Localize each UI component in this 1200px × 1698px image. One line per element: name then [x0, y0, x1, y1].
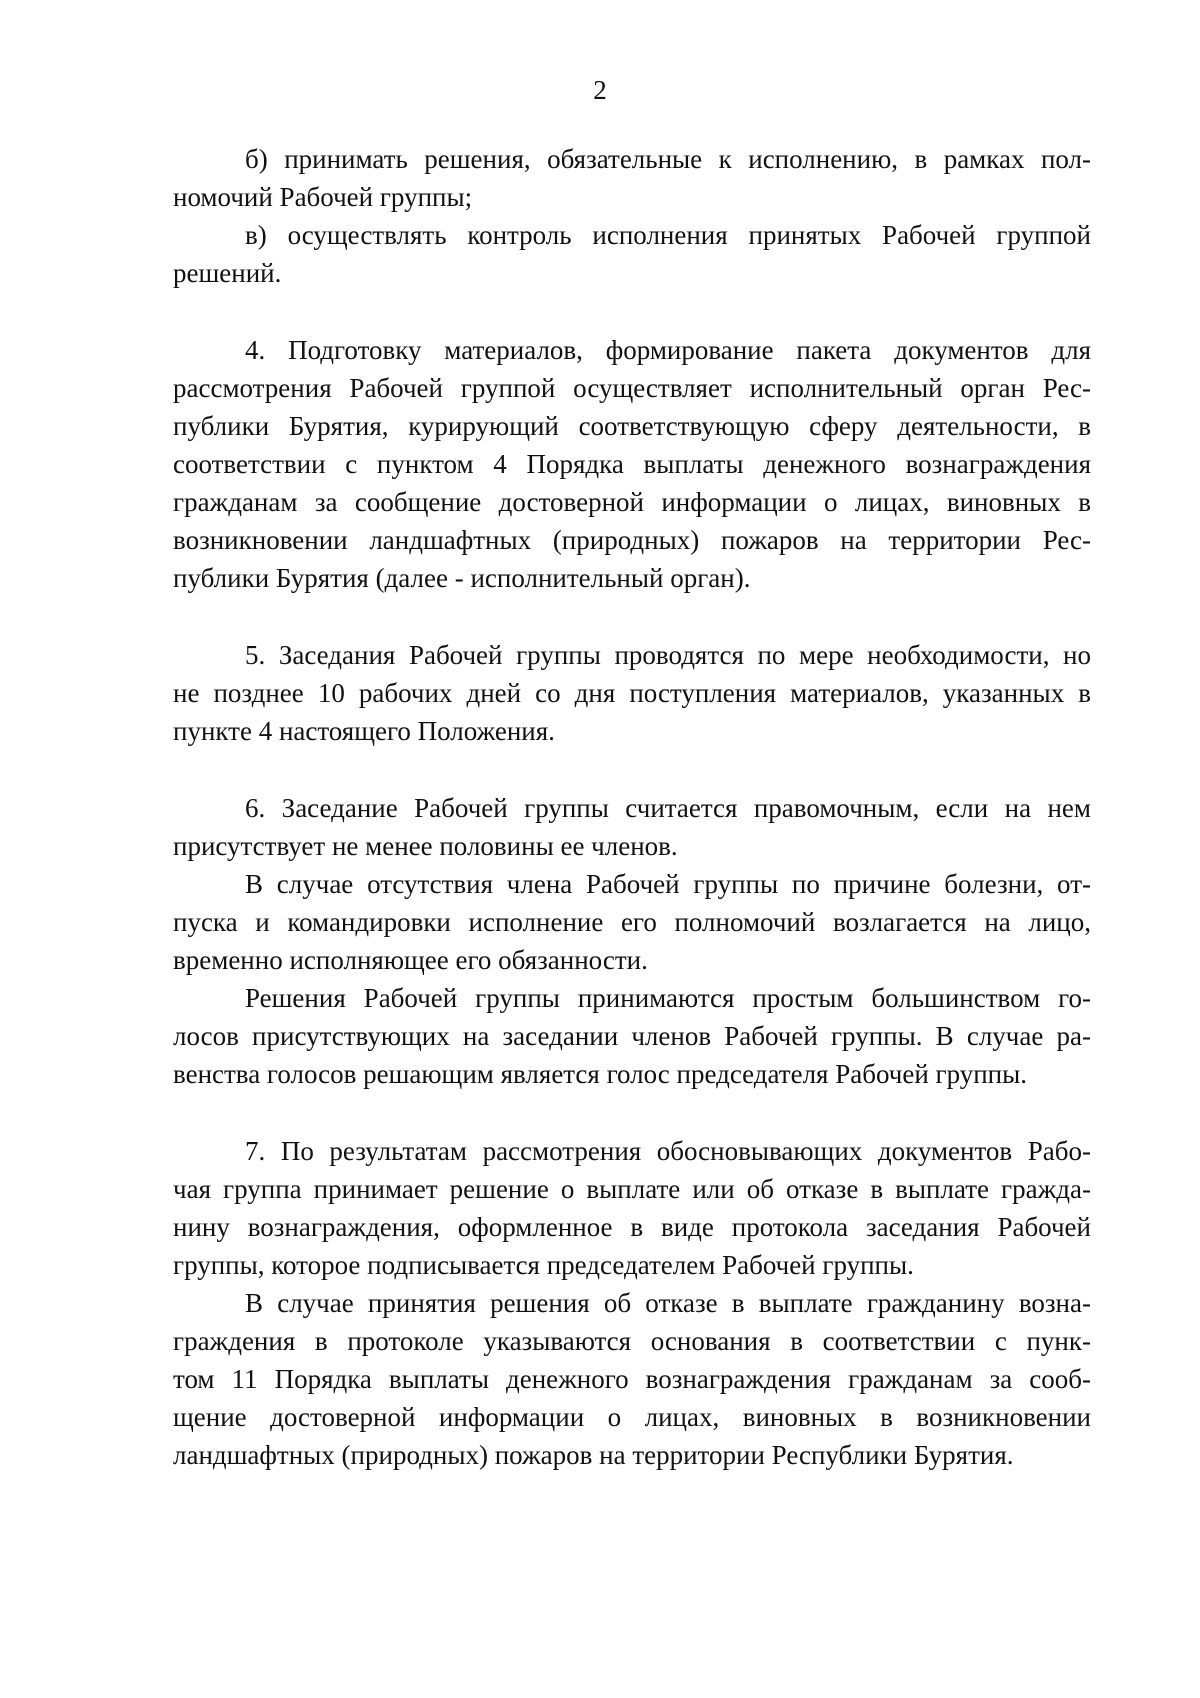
paragraph-line: лосов присутствующих на заседании членов Рабочей группы. В случае ра- [173, 1021, 1091, 1051]
paragraph-line: номочий Рабочей группы; [173, 182, 473, 212]
document-body [173, 140, 1091, 1474]
paragraph-gap [173, 750, 1091, 789]
paragraph-line: пункте 4 настоящего Положения. [173, 716, 555, 746]
paragraph-7-refusal [173, 1284, 1091, 1474]
paragraph-line: 5. Заседания Рабочей группы проводятся по мере необходимости, но [245, 640, 1091, 670]
paragraph-item-b [173, 140, 1091, 216]
paragraph-line: В случае отсутствия члена Рабочей группы по причине болезни, от- [245, 869, 1091, 899]
paragraph-line: 7. По результатам рассмотрения обосновывающих документов Рабо- [245, 1136, 1091, 1166]
paragraph-4 [173, 331, 1091, 597]
paragraph-line: граждения в протоколе указываются основания в соответствии с пунк- [173, 1326, 1091, 1356]
paragraph-5 [173, 636, 1091, 750]
paragraph-line: Решения Рабочей группы принимаются простым большинством го- [245, 983, 1091, 1013]
paragraph-line: в) осуществлять контроль исполнения принятых Рабочей группой [245, 220, 1091, 250]
paragraph-6-decisions [173, 979, 1091, 1093]
paragraph-gap [173, 597, 1091, 636]
paragraph-line: том 11 Порядка выплаты денежного вознаграждения гражданам за сооб- [173, 1364, 1091, 1394]
page-number: 2 [593, 75, 607, 105]
paragraph-line: нину вознаграждения, оформленное в виде протокола заседания Рабочей [173, 1212, 1091, 1242]
paragraph-line: соответствии с пунктом 4 Порядка выплаты денежного вознаграждения [173, 449, 1091, 479]
paragraph-6-absence [173, 865, 1091, 979]
paragraph-line: публики Бурятия (далее - исполнительный орган). [173, 563, 751, 593]
paragraph-7 [173, 1132, 1091, 1284]
paragraph-line: щение достоверной информации о лицах, виновных в возникновении [173, 1402, 1091, 1432]
paragraph-line: гражданам за сообщение достоверной информации о лицах, виновных в [173, 487, 1091, 517]
paragraph-line: присутствует не менее половины ее членов. [173, 831, 678, 861]
paragraph-line: рассмотрения Рабочей группой осуществляет исполнительный орган Рес- [173, 373, 1091, 403]
paragraph-line: возникновении ландшафтных (природных) пожаров на территории Рес- [173, 525, 1091, 555]
paragraph-line: б) принимать решения, обязательные к исполнению, в рамках пол- [245, 144, 1091, 174]
paragraph-line: пуска и командировки исполнение его полномочий возлагается на лицо, [173, 907, 1091, 937]
paragraph-line: 6. Заседание Рабочей группы считается правомочным, если на нем [245, 793, 1091, 823]
paragraph-gap [173, 292, 1091, 331]
paragraph-line: В случае принятия решения об отказе в выплате гражданину возна- [245, 1288, 1091, 1318]
paragraph-line: решений. [173, 258, 282, 288]
paragraph-line: группы, которое подписывается председателем Рабочей группы. [173, 1250, 914, 1280]
paragraph-6 [173, 789, 1091, 865]
paragraph-line: венства голосов решающим является голос председателя Рабочей группы. [173, 1059, 1028, 1089]
paragraph-line: публики Бурятия, курирующий соответствующую сферу деятельности, в [173, 411, 1091, 441]
paragraph-gap [173, 1093, 1091, 1132]
paragraph-line: ландшафтных (природных) пожаров на территории Республики Бурятия. [173, 1440, 1014, 1470]
paragraph-line: не позднее 10 рабочих дней со дня поступления материалов, указанных в [173, 678, 1091, 708]
paragraph-line: 4. Подготовку материалов, формирование пакета документов для [245, 335, 1091, 365]
paragraph-item-v [173, 216, 1091, 292]
paragraph-line: временно исполняющее его обязанности. [173, 945, 648, 975]
paragraph-line: чая группа принимает решение о выплате или об отказе в выплате гражда- [173, 1174, 1091, 1204]
